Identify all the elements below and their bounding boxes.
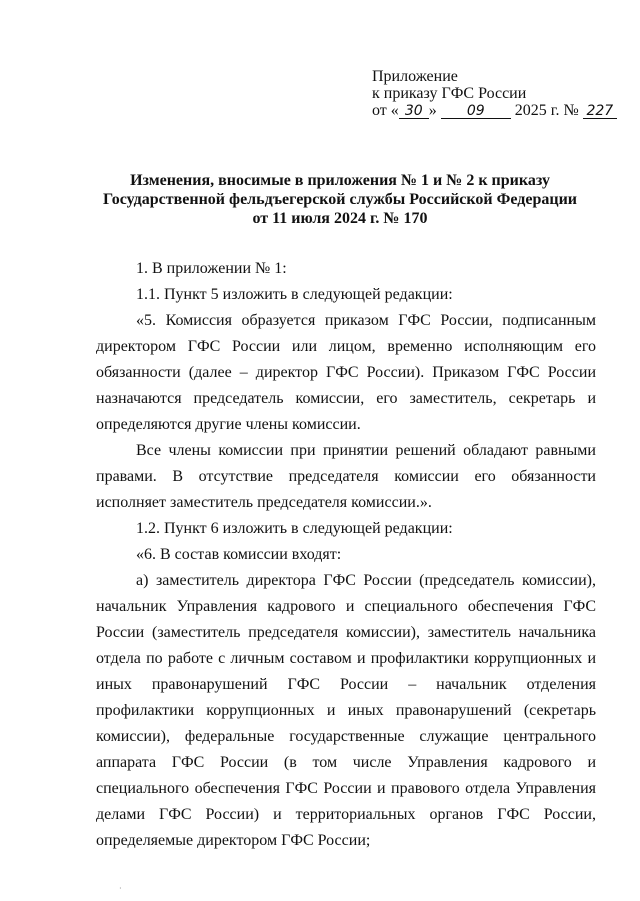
title-line-1: Изменения, вносимые в приложения № 1 и № 2 к приказу bbox=[130, 172, 550, 189]
document-body bbox=[96, 256, 596, 854]
paragraph-6a: а) заместитель директора ГФС России (председатель комиссии), начальник Управления кадрового и специального обеспечения ГФС России (заместитель председателя комиссии), заместитель начальника отдела по работе с личным составом и профилактики коррупционных и иных правонарушений ГФС России – начальник отделения профилактики коррупционных и иных правонарушений (секретарь комиссии), федеральные государственные служащие центрального аппарата ГФС России (в том числе Управления кадрового и специального обеспечения ГФС России и правового отдела Управления делами ГФС России) и территориальных органов ГФС России, определяемые директором ГФС России; bbox=[96, 572, 596, 849]
annex-label: Приложение bbox=[372, 68, 458, 85]
handwritten-day: 30 bbox=[399, 104, 429, 119]
paragraph-1: 1. В приложении № 1: bbox=[136, 260, 287, 277]
title-line-3: от 11 июля 2024 г. № 170 bbox=[252, 210, 428, 227]
document-title bbox=[100, 171, 580, 228]
annex-order-ref: к приказу ГФС России bbox=[372, 85, 527, 102]
paragraph-5-second: Все члены комиссии при принятии решений обладают равными правами. В отсутствие председателя комиссии его обязанности исполняет заместитель председателя комиссии.». bbox=[96, 442, 596, 511]
date-prefix: от « bbox=[372, 102, 399, 119]
annex-date-line bbox=[372, 102, 617, 119]
annex-header bbox=[372, 68, 617, 119]
paragraph-1-1: 1.1. Пункт 5 изложить в следующей редакции: bbox=[136, 286, 453, 303]
scan-speck: · bbox=[119, 884, 122, 893]
paragraph-5-text: «5. Комиссия образуется приказом ГФС России, подписанным директором ГФС России или лицом, временно исполняющим его обязанности (далее – директор ГФС России). Приказом ГФС России назначаются председатель комиссии, его заместитель, секретарь и определяются другие члены комиссии. bbox=[96, 312, 596, 433]
date-quote-close: » bbox=[428, 102, 437, 119]
handwritten-order-number: 227 bbox=[583, 104, 617, 119]
paragraph-6-intro: «6. В состав комиссии входят: bbox=[136, 546, 342, 563]
paragraph-1-2: 1.2. Пункт 6 изложить в следующей редакции: bbox=[136, 520, 453, 537]
title-line-2: Государственной фельдъегерской службы Российской Федерации bbox=[103, 191, 577, 208]
handwritten-month: 09 bbox=[441, 104, 511, 119]
year-text: 2025 г. № bbox=[514, 102, 579, 119]
